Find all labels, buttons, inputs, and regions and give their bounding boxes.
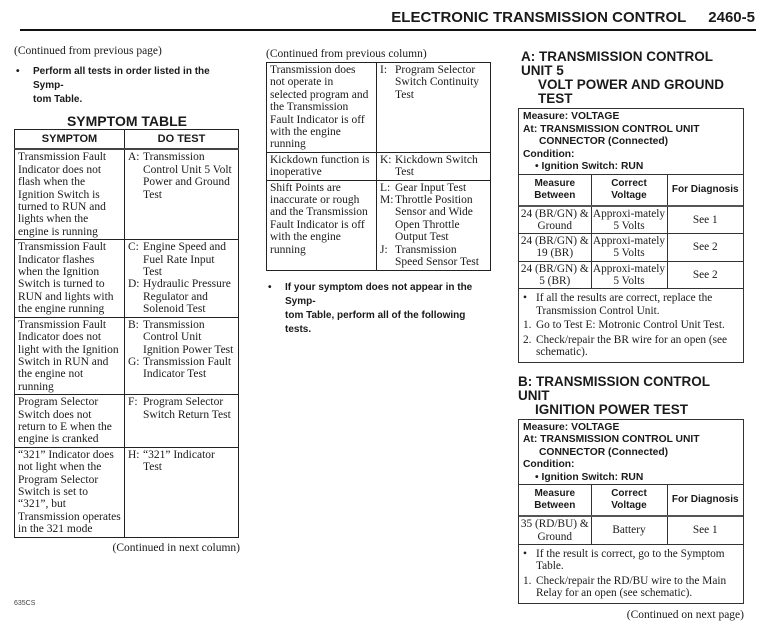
- measure-label: Measure: VOLTAGE: [523, 111, 620, 122]
- step-item: [523, 292, 739, 317]
- test-a-box: [518, 108, 744, 363]
- continued-on-note: (Continued on next page): [626, 608, 744, 621]
- step-key: 1.: [523, 574, 532, 587]
- table-row: [15, 447, 239, 537]
- measurement-row: [519, 234, 743, 262]
- test-a-title-line-1: A: TRANSMISSION CONTROL UNIT 5: [521, 49, 713, 78]
- step-text: Go to Test E: Motronic Control Unit Test.: [536, 319, 725, 332]
- test-ref: [128, 319, 235, 356]
- test-label: Engine Speed and Fuel Rate Input Test: [143, 241, 227, 279]
- test-ref: [128, 356, 235, 381]
- test-ref: [128, 151, 235, 201]
- test-ref: [380, 154, 487, 179]
- note-line-2: tom Table, perform all of the following tests.: [285, 309, 466, 335]
- page-header: [391, 9, 755, 26]
- test-key: J:: [380, 243, 388, 256]
- test-label: Transmission Fault Indicator Test: [143, 355, 232, 381]
- test-a-title-line-2: VOLT POWER AND GROUND TEST: [538, 77, 724, 106]
- test-label: Program Selector Switch Continuity Test: [395, 64, 480, 101]
- measure-between: 24 (BR/GN) & 5 (BR): [519, 261, 591, 288]
- test-b-title-line-1: B: TRANSMISSION CONTROL UNIT: [518, 373, 710, 403]
- test-key: A:: [128, 151, 140, 164]
- test-label: Transmission Control Unit Ignition Power Test: [143, 318, 234, 356]
- test-a-conditions: [519, 109, 743, 174]
- step-item: [523, 319, 739, 332]
- instruction-line-1: Perform all tests in order listed in the Symp-: [33, 66, 210, 91]
- do-test-cell: [125, 240, 239, 317]
- test-key: M:: [380, 194, 394, 207]
- step-item: [523, 548, 739, 573]
- test-ref: [128, 278, 235, 315]
- symptom-cell: Transmission does not operate in selected program and the Transmission Fault Indicator is off with the engine running: [267, 63, 377, 153]
- right-column: [518, 50, 744, 622]
- for-diagnosis: See 1: [667, 206, 743, 234]
- correct-voltage: Approxi-mately 5 Volts: [592, 235, 666, 260]
- middle-column: [266, 47, 492, 337]
- correct-voltage: Battery: [591, 516, 667, 544]
- for-diagnosis: See 2: [667, 234, 743, 262]
- test-ref: [380, 194, 487, 244]
- measurement-header: [519, 174, 743, 206]
- step-key: •: [523, 292, 527, 305]
- test-label: Transmission Speed Sensor Test: [395, 243, 479, 269]
- do-test-cell: [125, 395, 239, 448]
- header-divider: [20, 29, 756, 31]
- correct-voltage: Approxi-mately 5 Volts: [592, 207, 666, 232]
- table-row: [267, 152, 491, 180]
- measure-between: 24 (BR/GN) & Ground: [519, 206, 591, 234]
- symptom-table-header: [15, 130, 239, 150]
- test-label: Throttle Position Sensor and Wide Open Throttle Output Test: [395, 194, 473, 244]
- col-for-diagnosis: For Diagnosis: [667, 485, 743, 517]
- symptom-cell: Kickdown function is inoperative: [267, 152, 377, 180]
- test-key: D:: [128, 278, 140, 291]
- test-ref: [128, 241, 235, 278]
- step-key: 1.: [523, 319, 532, 332]
- at-connector: CONNECTOR (Connected): [539, 136, 669, 147]
- do-test-cell: [125, 317, 239, 394]
- condition-label: Condition:: [523, 148, 575, 160]
- test-b-box: [518, 419, 744, 604]
- measurement-row: [519, 206, 743, 234]
- col-measure-between: Measure Between: [519, 485, 591, 517]
- step-item: [523, 334, 739, 359]
- symptom-cell: “321” Indicator does not light when the Program Selector Switch is set to “321”, but Transmission operates in the 321 mode: [15, 447, 125, 537]
- test-key: G:: [128, 355, 140, 368]
- col-correct-voltage: Correct Voltage: [591, 485, 667, 517]
- test-a-measurement-table: [519, 174, 743, 289]
- test-label: Kickdown Switch Test: [395, 153, 478, 179]
- table-row: [15, 240, 239, 317]
- section-title: ELECTRONIC TRANSMISSION CONTROL: [391, 9, 687, 26]
- missing-symptom-note: [268, 281, 492, 337]
- test-label: Program Selector Switch Return Test: [143, 396, 231, 421]
- condition-item: • Ignition Switch: RUN: [535, 161, 644, 172]
- left-column: [14, 44, 240, 555]
- symptom-table-continued: [266, 62, 491, 271]
- measure-between: 35 (RD/BU) & Ground: [519, 516, 591, 544]
- symptom-cell: Transmission Fault Indicator does not light with the Ignition Switch in RUN and the engine not running: [15, 317, 125, 394]
- bullet-icon: •: [268, 281, 272, 293]
- bullet-icon: •: [16, 66, 20, 77]
- do-test-cell: [377, 180, 491, 270]
- instruction-line-2: tom Table.: [33, 94, 83, 105]
- at-label: At: TRANSMISSION CONTROL UNIT: [523, 434, 700, 446]
- test-ref: [128, 396, 235, 421]
- step-text: Check/repair the BR wire for an open (see schematic).: [536, 333, 728, 359]
- test-b-title: [518, 375, 744, 417]
- test-label: Hydraulic Pressure Regulator and Solenoid Test: [143, 278, 231, 316]
- test-label: Gear Input Test: [395, 181, 467, 194]
- test-a-steps: [519, 288, 743, 362]
- test-key: L:: [380, 181, 391, 194]
- test-b-title-line-2: IGNITION POWER TEST: [535, 401, 689, 417]
- measurement-header: [519, 485, 743, 517]
- measurement-row: [519, 516, 743, 544]
- symptom-table-title: SYMPTOM TABLE: [66, 113, 188, 129]
- test-label: “321” Indicator Test: [143, 448, 215, 474]
- test-ref: [128, 449, 235, 474]
- table-row: [15, 149, 239, 239]
- correct-voltage: Approxi-mately 5 Volts: [592, 262, 666, 287]
- measure-between: 24 (BR/GN) & 19 (BR): [519, 234, 591, 262]
- test-key: F:: [128, 396, 138, 409]
- do-test-cell: [377, 152, 491, 180]
- for-diagnosis: See 1: [667, 516, 743, 544]
- test-key: C:: [128, 241, 139, 254]
- step-text: If all the results are correct, replace the Transmission Control Unit.: [536, 292, 713, 317]
- test-ref: [380, 244, 487, 269]
- test-b-measurement-table: [519, 484, 743, 544]
- table-row: [267, 180, 491, 270]
- test-key: B:: [128, 318, 139, 331]
- test-a-title: [521, 50, 744, 106]
- test-key: H:: [128, 448, 140, 461]
- test-ref: [380, 64, 487, 101]
- test-label: Transmission Control Unit 5 Volt Power and Ground Test: [143, 151, 232, 201]
- test-ref: [380, 182, 487, 194]
- col-correct-voltage: Correct Voltage: [591, 174, 667, 206]
- measure-label: Measure: VOLTAGE: [523, 421, 620, 433]
- figure-code: 635CS: [14, 600, 36, 607]
- test-b-steps: [519, 544, 743, 603]
- step-key: 2.: [523, 333, 532, 346]
- note-line-1: If your symptom does not appear in the Symp-: [285, 281, 473, 307]
- continued-from-column-note: (Continued from previous column): [266, 48, 427, 60]
- instruction-note: [16, 65, 240, 107]
- symptom-cell: Program Selector Switch does not return to E when the engine is cranked: [15, 395, 125, 448]
- condition-item: • Ignition Switch: RUN: [535, 471, 644, 483]
- step-text: Check/repair the RD/BU wire to the Main Relay for an open (see schematic).: [536, 574, 727, 600]
- symptom-cell: Transmission Fault Indicator flashes when the Ignition Switch is turned to RUN and lights with the engine running: [15, 240, 125, 317]
- continued-from-note: (Continued from previous page): [14, 45, 162, 57]
- for-diagnosis: See 2: [667, 261, 743, 288]
- col-symptom: SYMPTOM: [15, 130, 125, 150]
- symptom-cell: Transmission Fault Indicator does not flash when the Ignition Switch is turned to RUN and lights when the engine is running: [15, 149, 125, 239]
- symptom-cell: Shift Points are inaccurate or rough and the Transmission Fault Indicator is off with the engine running: [267, 180, 377, 270]
- do-test-cell: [125, 447, 239, 537]
- at-connector: CONNECTOR (Connected): [539, 446, 669, 458]
- continued-in-note: (Continued in next column): [112, 541, 240, 554]
- test-key: I:: [380, 64, 388, 76]
- table-row: [15, 395, 239, 448]
- step-item: [523, 575, 739, 600]
- page-number: 2460-5: [708, 9, 755, 26]
- symptom-table: [14, 129, 239, 538]
- measurement-row: [519, 261, 743, 288]
- step-key: •: [523, 547, 527, 560]
- condition-label: Condition:: [523, 459, 575, 471]
- col-measure-between: Measure Between: [519, 174, 591, 206]
- step-text: If the result is correct, go to the Symptom Table.: [536, 547, 725, 573]
- col-for-diagnosis: For Diagnosis: [667, 174, 743, 206]
- at-label: At: TRANSMISSION CONTROL UNIT: [523, 123, 700, 135]
- table-row: [15, 317, 239, 394]
- test-b-conditions: [519, 420, 743, 485]
- col-do-test: DO TEST: [125, 130, 239, 150]
- do-test-cell: [125, 149, 239, 239]
- do-test-cell: [377, 63, 491, 153]
- table-row: [267, 63, 491, 153]
- test-key: K:: [380, 153, 392, 166]
